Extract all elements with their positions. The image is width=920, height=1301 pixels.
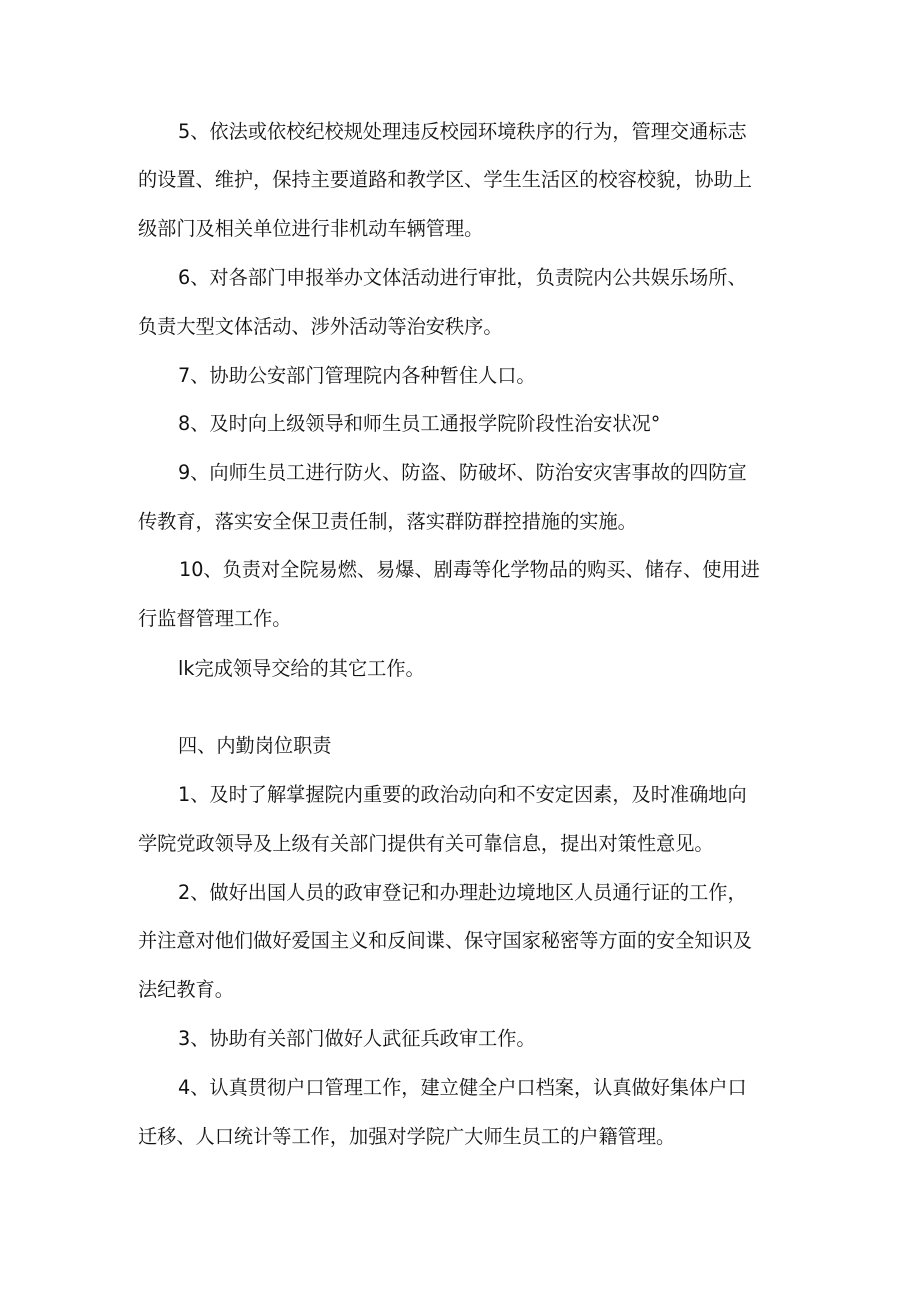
duty-1-line-2: 学院党政领导及上级有关部门提供有关可靠信息，提出对策性意见。 xyxy=(138,832,714,855)
paragraph-5-line-1: 5、依法或依校纪校规处理违反校园环境秩序的行为，管理交通标志 xyxy=(178,120,747,143)
paragraph-5-line-3: 级部门及相关单位进行非机动车辆管理。 xyxy=(138,217,484,240)
duty-2-line-2: 并注意对他们做好爱国主义和反间谍、保守国家秘密等方面的安全知识及 xyxy=(138,929,752,952)
duty-2-line-1: 2、做好出国人员的政审登记和办理赴边境地区人员通行证的工作， xyxy=(178,881,747,904)
paragraph-6-line-1: 6、对各部门申报举办文体活动进行审批，负责院内公共娱乐场所、 xyxy=(178,266,747,289)
duty-3: 3、协助有关部门做好人武征兵政审工作。 xyxy=(178,1027,536,1050)
paragraph-5-line-2: 的设置、维护，保持主要道路和教学区、学生生活区的校容校貌，协助上 xyxy=(138,168,752,191)
paragraph-11: lk完成领导交给的其它工作。 xyxy=(178,657,425,680)
duty-2-line-3: 法纪教育。 xyxy=(138,978,234,1001)
duty-4-line-1: 4、认真贯彻户口管理工作，建立健全户口档案，认真做好集体户口 xyxy=(178,1076,747,1099)
duty-4-line-2: 迁移、人口统计等工作，加强对学院广大师生员工的户籍管理。 xyxy=(138,1125,676,1148)
paragraph-10-line-2: 行监督管理工作。 xyxy=(138,607,292,630)
paragraph-10-line-1: 10、负责对全院易燃、易爆、剧毒等化学物品的购买、储存、使用进 xyxy=(179,558,760,581)
paragraph-9-line-1: 9、向师生员工进行防火、防盗、防破坏、防治安灾害事故的四防宣 xyxy=(178,461,747,484)
section-heading: 四、内勤岗位职责 xyxy=(178,734,332,757)
duty-1-line-1: 1、及时了解掌握院内重要的政治动向和不安定因素，及时准确地向 xyxy=(178,783,747,806)
paragraph-9-line-2: 传教育，落实安全保卫责任制，落实群防群控措施的实施。 xyxy=(138,510,637,533)
paragraph-8: 8、及时向上级领导和师生员工通报学院阶段性治安状况° xyxy=(178,412,661,435)
paragraph-6-line-2: 负责大型文体活动、涉外活动等治安秩序。 xyxy=(138,315,503,338)
paragraph-7: 7、协助公安部门管理院内各种暂住人口。 xyxy=(178,364,536,387)
